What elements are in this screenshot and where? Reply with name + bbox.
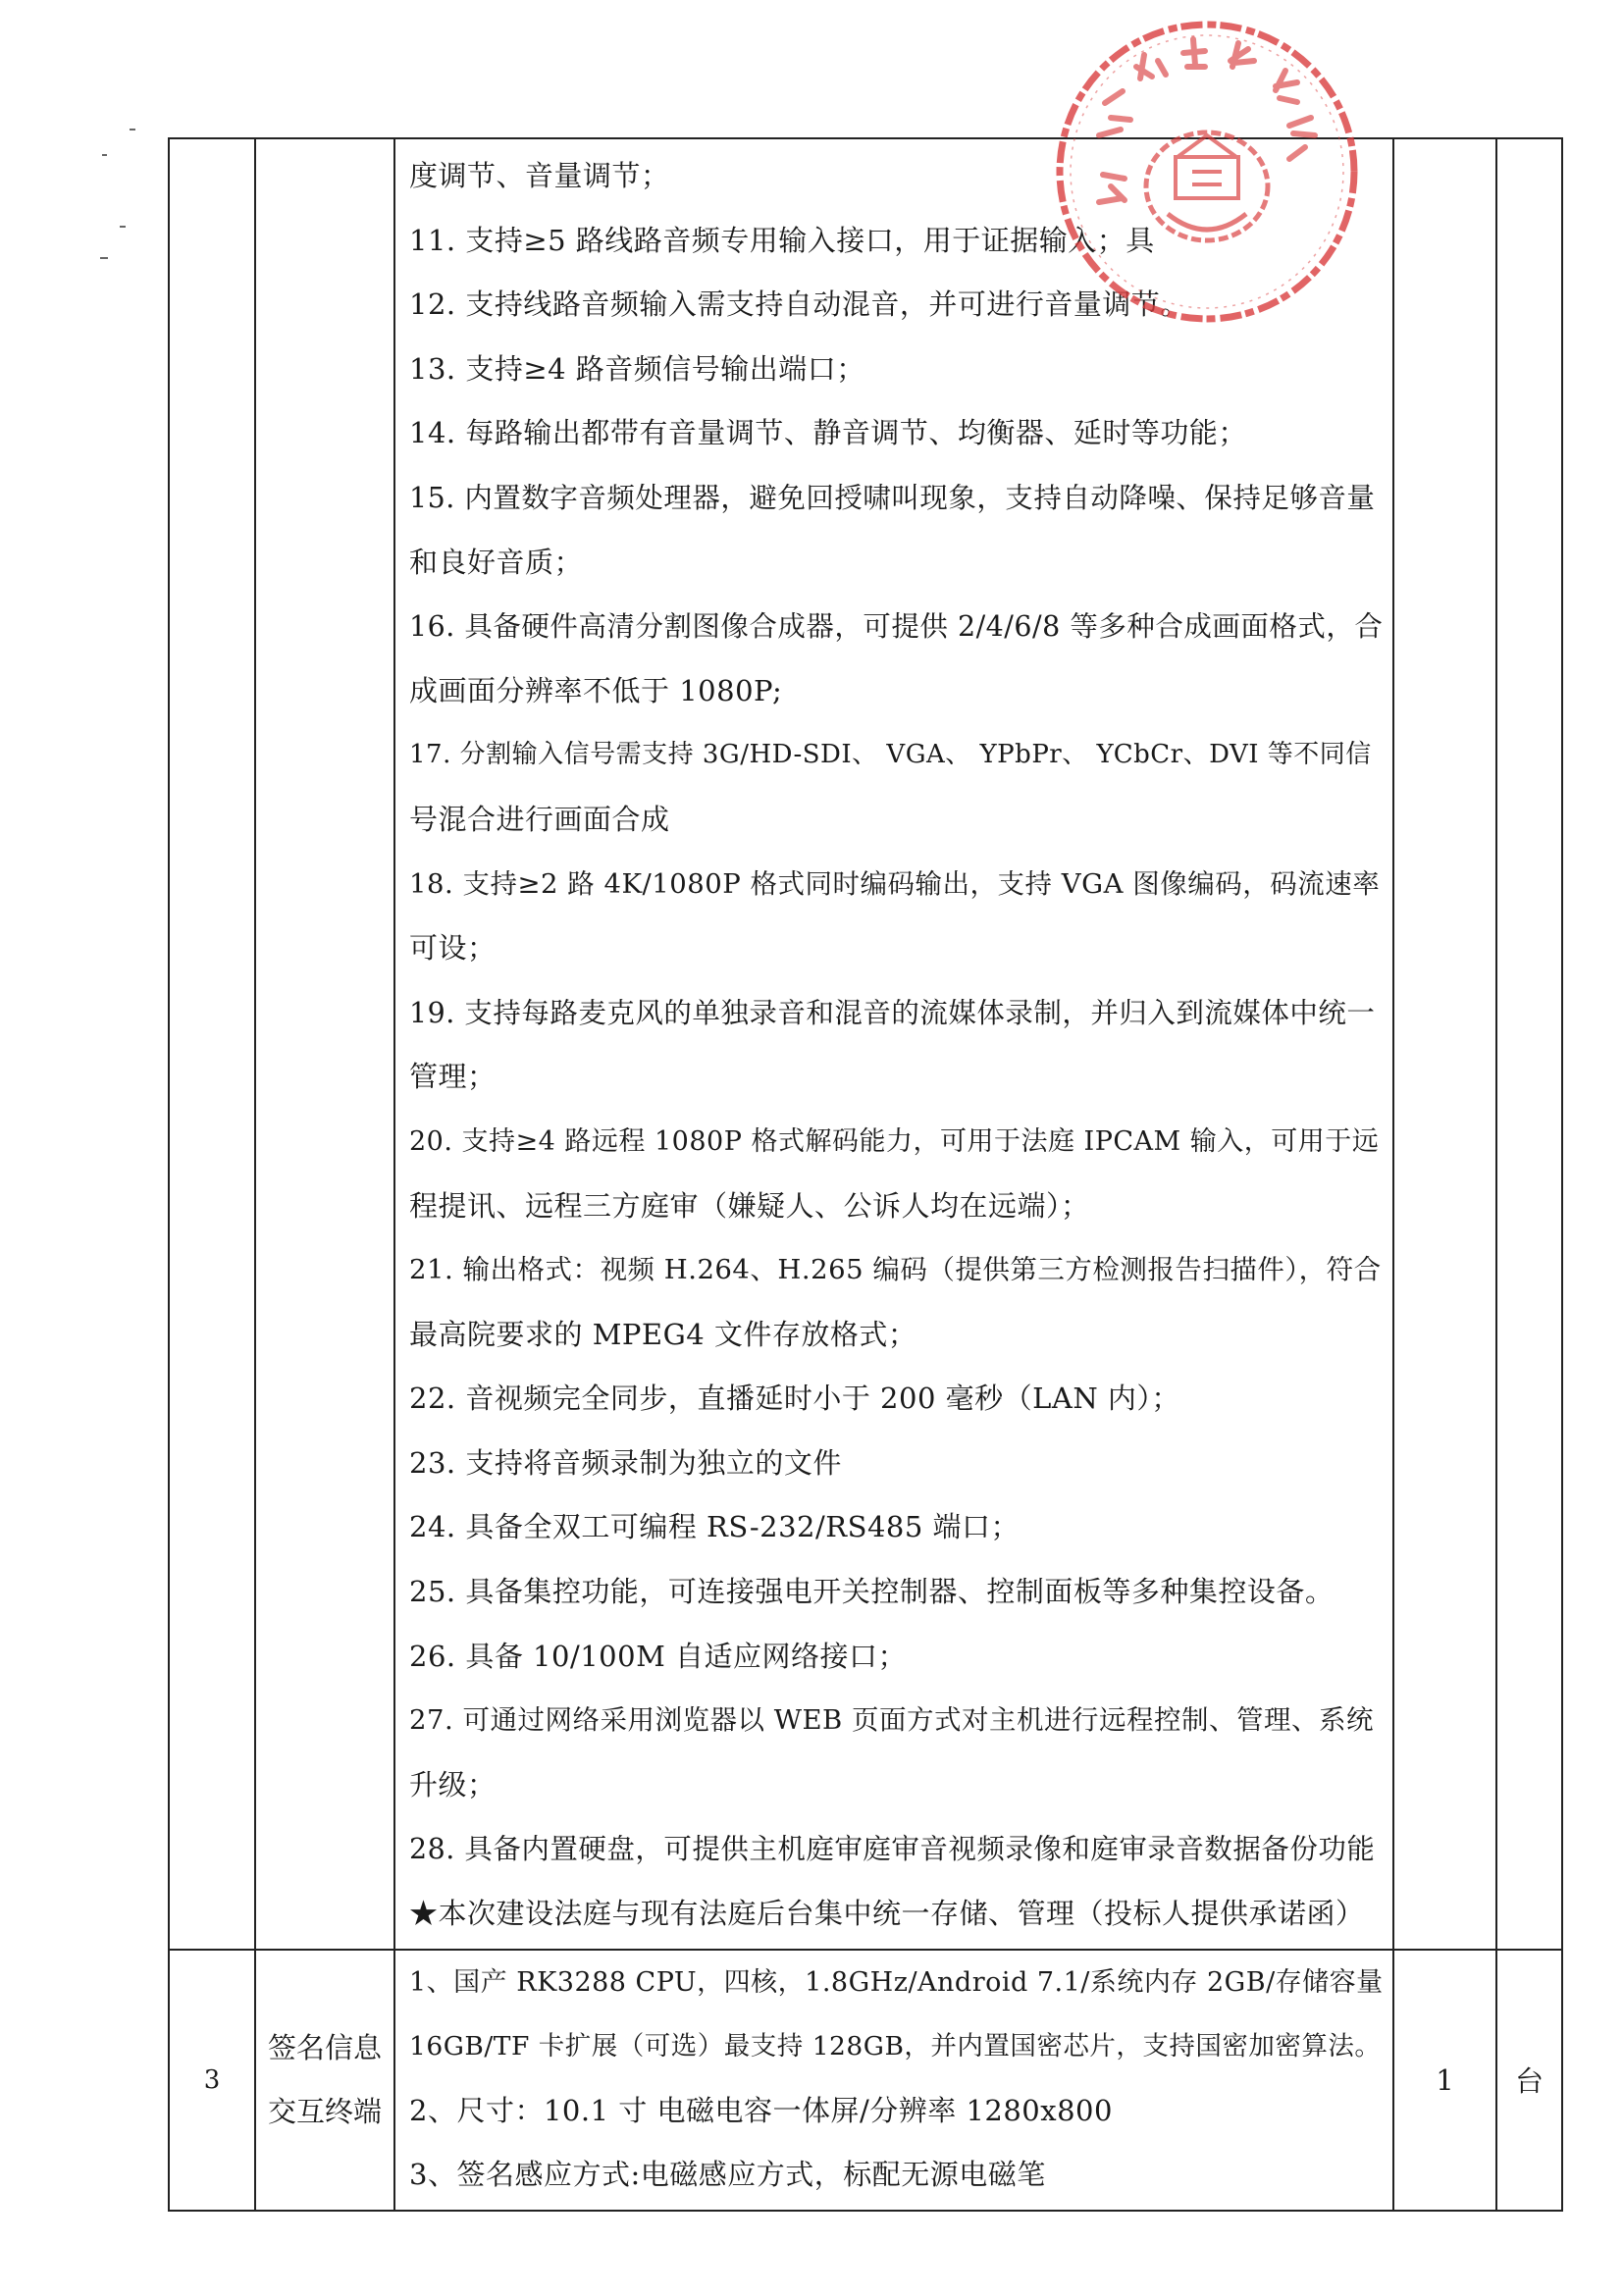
- specification-table: [168, 137, 1563, 2212]
- spec-line: 12. 支持线路音频输入需支持自动混音，并可进行音量调节。: [409, 287, 1189, 322]
- table-row-item-3: [169, 1950, 1562, 2211]
- spec-line: 14. 每路输出都带有音量调节、静音调节、均衡器、延时等功能；: [409, 416, 1247, 450]
- spec-line: 20. 支持≥4 路远程 1080P 格式解码能力，可用于法庭 IPCAM 输入，可用于远: [409, 1125, 1380, 1157]
- spec-text-block: [395, 139, 1392, 1949]
- spec-line: 13. 支持≥4 路音频信号输出端口；: [409, 351, 865, 386]
- name-cell-empty: [255, 138, 394, 1950]
- spec-line: 度调节、音量调节；: [409, 159, 670, 192]
- spec-cell: [394, 1950, 1393, 2211]
- spec-line: 和良好音质；: [409, 545, 584, 579]
- spec-line: 成画面分辨率不低于 1080P;: [409, 673, 783, 707]
- spec-line: 1、国产 RK3288 CPU，四核，1.8GHz/Android 7.1/系统内存 2GB/存储容量: [409, 1966, 1384, 1998]
- unit-cell-empty: [1496, 138, 1562, 1950]
- spec-line: 16. 具备硬件高清分割图像合成器，可提供 2/4/6/8 等多种合成画面格式，合: [409, 610, 1384, 644]
- spec-line: 2、尺寸：10.1 寸 电磁电容一体屏/分辨率 1280x800: [409, 2093, 1113, 2127]
- spec-line: 27. 可通过网络采用浏览器以 WEB 页面方式对主机进行远程控制、管理、系统: [409, 1704, 1375, 1737]
- item-name-line: 交互终端: [267, 2094, 382, 2128]
- quantity-cell-empty: [1393, 138, 1496, 1950]
- spec-line: 18. 支持≥2 路 4K/1080P 格式同时编码输出，支持 VGA 图像编码，码流速率: [409, 867, 1381, 900]
- item-name-cell: [255, 1950, 394, 2211]
- spec-line: ★本次建设法庭与现有法庭后台集中统一存储、管理（投标人提供承诺函）: [409, 1897, 1365, 1931]
- spec-line: 程提讯、远程三方庭审（嫌疑人、公诉人均在远端）；: [409, 1188, 1090, 1223]
- spec-line: 21. 输出格式：视频 H.264、H.265 编码（提供第三方检测报告扫描件），符合: [409, 1254, 1382, 1286]
- spec-line: 号混合进行画面合成: [409, 802, 670, 836]
- item-quantity: 1: [1393, 1950, 1496, 2211]
- spec-line: 17. 分割输入信号需支持 3G/HD-SDI、 VGA、 YPbPr、 YCbCr、DVI 等不同信: [409, 740, 1372, 770]
- spec-line: 升级；: [409, 1767, 497, 1801]
- spec-line: 24. 具备全双工可编程 RS-232/RS485 端口；: [409, 1510, 1021, 1544]
- number-cell-empty: [169, 138, 255, 1950]
- table-row-continuation: [169, 138, 1562, 1950]
- item-number: 3: [169, 1950, 255, 2211]
- spec-line: 19. 支持每路麦克风的单独录音和混音的流媒体录制，并归入到流媒体中统一: [409, 996, 1376, 1029]
- spec-line: 16GB/TF 卡扩展（可选）最支持 128GB，并内置国密芯片，支持国密加密算法。: [409, 2031, 1382, 2062]
- spec-line: 23. 支持将音频录制为独立的文件: [409, 1445, 842, 1480]
- spec-line: 28. 具备内置硬盘，可提供主机庭审庭审音视频录像和庭审录音数据备份功能: [409, 1833, 1376, 1866]
- spec-cell: [394, 138, 1393, 1950]
- spec-line: 11. 支持≥5 路线路音频专用输入接口，用于证据输入；具: [409, 223, 1155, 257]
- item-unit: 台: [1496, 1950, 1562, 2211]
- spec-line: 可设；: [409, 931, 497, 965]
- spec-text-block: [395, 1951, 1392, 2210]
- spec-line: 26. 具备 10/100M 自适应网络接口；: [409, 1639, 907, 1673]
- spec-line: 3、签名感应方式:电磁感应方式，标配无源电磁笔: [409, 2158, 1046, 2192]
- spec-line: 25. 具备集控功能，可连接强电开关控制器、控制面板等多种集控设备。: [409, 1575, 1335, 1609]
- spec-line: 管理；: [409, 1060, 497, 1094]
- spec-line: 22. 音视频完全同步，直播延时小于 200 毫秒（LAN 内）；: [409, 1382, 1180, 1416]
- item-name-line: 签名信息: [267, 2030, 382, 2064]
- spec-line: 15. 内置数字音频处理器，避免回授啸叫现象，支持自动降噪、保持足够音量: [409, 481, 1376, 514]
- spec-line: 最高院要求的 MPEG4 文件存放格式；: [409, 1317, 917, 1351]
